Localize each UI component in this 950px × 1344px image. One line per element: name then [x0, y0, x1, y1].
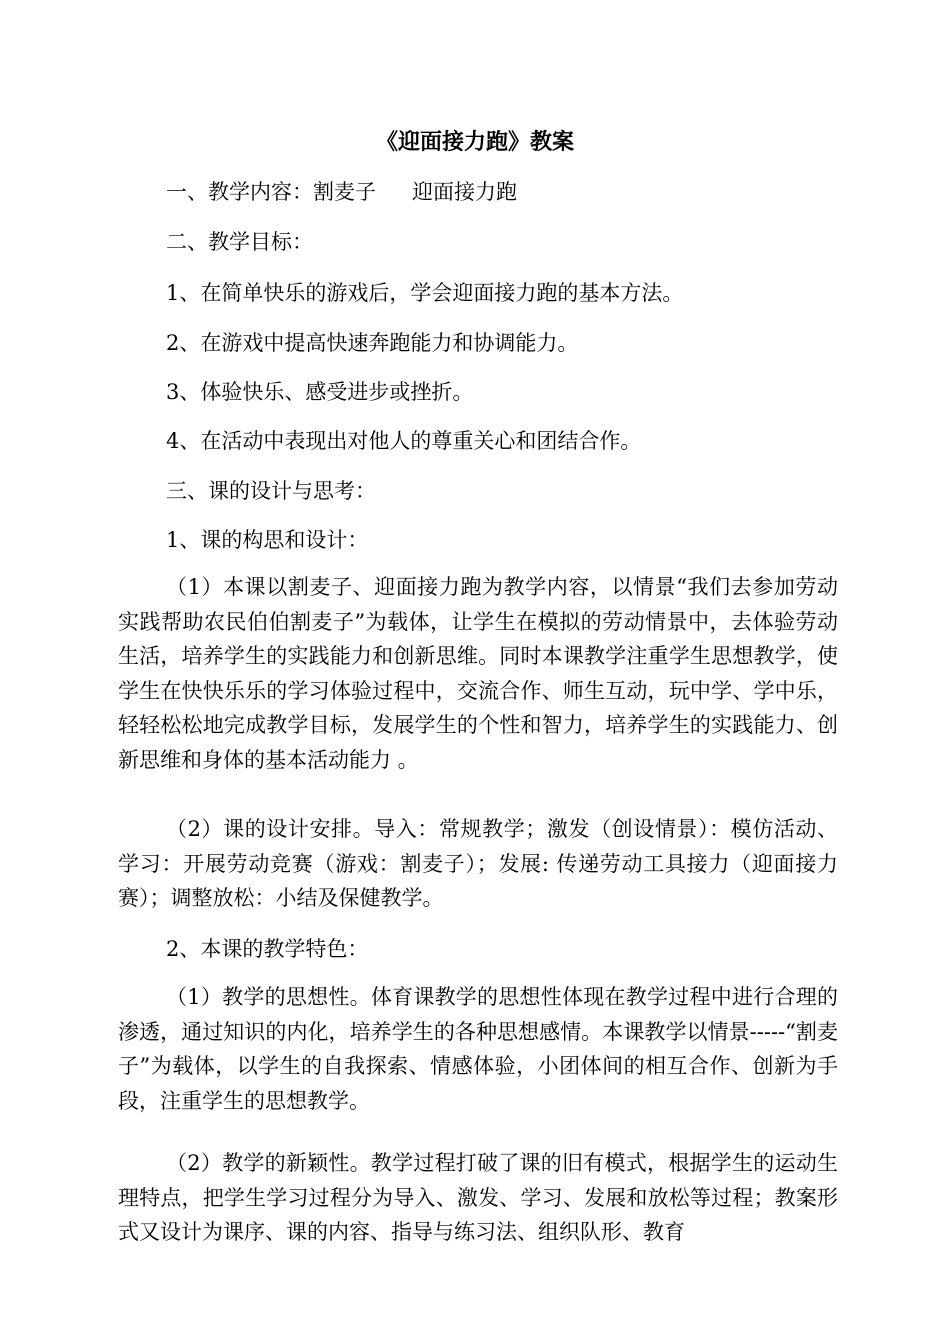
- goal-item-4: 4、在活动中表现出对他人的尊重关心和团结合作。: [166, 429, 642, 453]
- goal-item-3: 3、体验快乐、感受进步或挫折。: [166, 380, 474, 404]
- goal-item-2: 2、在游戏中提高快速奔跑能力和协调能力。: [166, 331, 579, 355]
- subsection-design-heading: 1、课的构思和设计：: [166, 528, 369, 552]
- section-teaching-content: [118, 175, 838, 210]
- document-title: 《迎面接力跑》教案: [375, 129, 574, 155]
- subsection-features-heading: 2、本课的教学特色：: [166, 937, 369, 961]
- section-teaching-goals-heading: 二、教学目标：: [166, 230, 313, 254]
- design-paragraph-2: （2）课的设计安排。导入：常规教学；激发（创设情景）：模仿活动、学习：开展劳动竞赛（游戏：割麦子）；发展: 传递劳动工具接力（迎面接力赛）；调整放松：小结及保健教学。: [118, 817, 838, 910]
- section-teaching-content-label: 一、教学内容：割麦子: [166, 180, 376, 204]
- goal-item-1: 1、在简单快乐的游戏后，学会迎面接力跑的基本方法。: [166, 281, 684, 305]
- design-paragraph-1: （1）本课以割麦子、迎面接力跑为教学内容，以情景“我们去参加劳动实践帮助农民伯伯割麦子”为载体，让学生在模拟的劳动情景中，去体验劳动生活，培养学生的实践能力和创新思维。同时本课教学注重学生思想教学，使学生在快快乐乐的学习体验过程中，交流合作、师生互动，玩中学、学中乐，轻轻松松地完成教学目标，发展学生的个性和智力，培养学生的实践能力、创新思维和身体的基本活动能力 。: [118, 575, 838, 772]
- feature-paragraph-1: （1）教学的思想性。体育课教学的思想性体现在教学过程中进行合理的渗透，通过知识的内化，培养学生的各种思想感情。本课教学以情景-----“割麦子”为载体，以学生的自我探索、情感体验，小团体间的相互合作、创新为手段，注重学生的思想教学。: [118, 985, 838, 1113]
- section-teaching-content-value: 迎面接力跑: [412, 180, 517, 204]
- section-design-heading: 三、课的设计与思考：: [166, 479, 376, 503]
- feature-paragraph-2: （2）教学的新颖性。教学过程打破了课的旧有模式，根据学生的运动生理特点，把学生学习过程分为导入、激发、学习、发展和放松等过程；教案形式又设计为课序、课的内容、指导与练习法、组织队形、教育: [118, 1151, 838, 1244]
